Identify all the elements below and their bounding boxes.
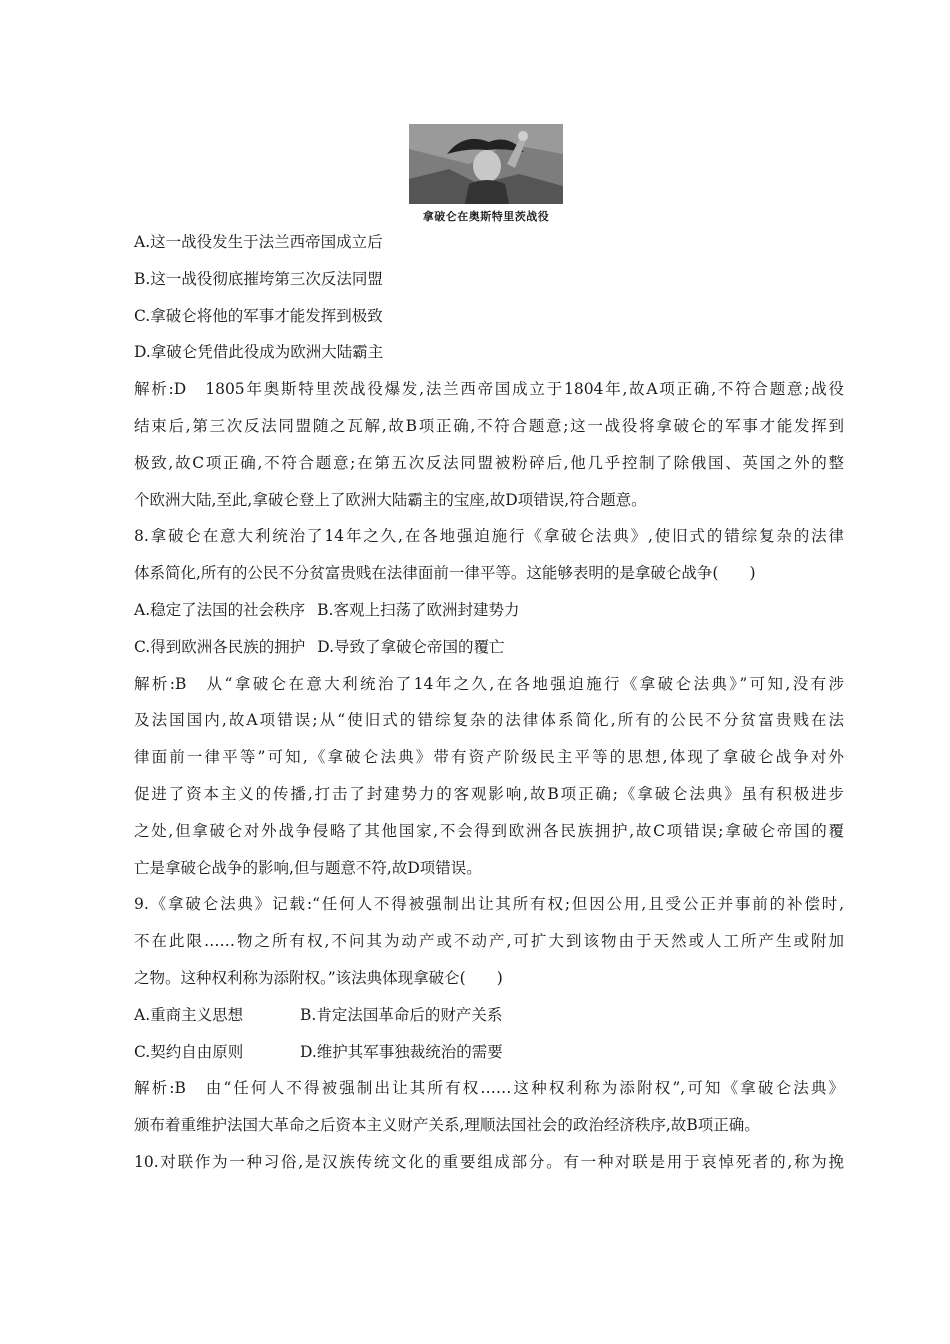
- q8-option-c: C.得到欧洲各民族的拥护: [134, 637, 306, 656]
- q7-option-a: A.这一战役发生于法兰西帝国成立后: [134, 233, 383, 251]
- q8-option-b: B.客观上扫荡了欧洲封建势力: [317, 600, 520, 619]
- q7-option-c: C.拿破仑将他的军事才能发挥到极致: [134, 306, 383, 325]
- q7-analysis-line: 极致,故C项正确,不符合题意;在第五次反法同盟被粉碎后,他几乎控制了除俄国、英国之外的整: [134, 453, 844, 472]
- q9-stem-line: 之物。这种权利称为添附权。”该法典体现拿破仑( ): [134, 968, 503, 987]
- q8-analysis-line: 律面前一律平等”可知,《拿破仑法典》带有资产阶级民主平等的思想,体现了拿破仑战争对外: [134, 748, 844, 767]
- q9-option-c: C.契约自由原则: [134, 1042, 244, 1061]
- q9-options-row: [134, 997, 844, 1034]
- q9-options-row: [134, 1034, 844, 1071]
- q9-option-a: A.重商主义思想: [134, 1005, 244, 1024]
- q7-option-d: D.拿破仑凭借此役成为欧洲大陆霸主: [134, 343, 384, 362]
- q8-analysis-line: 及法国国内,故A项错误;从“使旧式的错综复杂的法律体系简化,所有的公民不分贫富贵贱在法: [134, 711, 844, 730]
- q9-option-b: B.肯定法国革命后的财产关系: [300, 1005, 503, 1024]
- figure: [409, 124, 563, 224]
- q8-analysis-line: 亡是拿破仑战争的影响,但与题意不符,故D项错误。: [134, 858, 482, 877]
- q8-analysis-line: 解析:B 从“拿破仑在意大利统治了14年之久,在各地强迫施行《拿破仑法典》”可知,没有涉: [134, 674, 844, 693]
- q9-stem-line: 9.《拿破仑法典》记载:“任何人不得被强制出让其所有权;但因公用,且受公正并事前的补偿时,: [134, 895, 844, 914]
- napoleon-painting: [409, 124, 563, 204]
- q10-stem-line: 10.对联作为一种习俗,是汉族传统文化的重要组成部分。有一种对联是用于哀悼死者的,称为挽: [134, 1152, 844, 1171]
- q7-option-b: B.这一战役彻底摧垮第三次反法同盟: [134, 269, 383, 288]
- q8-analysis-line: 之处,但拿破仑对外战争侵略了其他国家,不会得到欧洲各民族拥护,故C项错误;拿破仑帝国的覆: [134, 821, 844, 840]
- q8-option-a: A.稳定了法国的社会秩序: [134, 600, 306, 619]
- q8-analysis-line: 促进了资本主义的传播,打击了封建势力的客观影响,故B项正确;《拿破仑法典》虽有积极进步: [134, 784, 844, 803]
- q8-stem-line: 8.拿破仑在意大利统治了14年之久,在各地强迫施行《拿破仑法典》,使旧式的错综复杂的法律: [134, 527, 844, 546]
- figure-caption: 拿破仑在奥斯特里茨战役: [422, 210, 550, 223]
- document-body: [134, 224, 844, 1181]
- q7-analysis-line: 个欧洲大陆,至此,拿破仑登上了欧洲大陆霸主的宝座,故D项错误,符合题意。: [134, 490, 647, 509]
- q9-stem-line: 不在此限……物之所有权,不问其为动产或不动产,可扩大到该物由于天然或人工所产生或附加: [134, 932, 844, 951]
- q7-analysis-line: 解析:D 1805年奥斯特里茨战役爆发,法兰西帝国成立于1804年,故A项正确,不符合题意;战役: [134, 380, 844, 399]
- q7-analysis-line: 结束后,第三次反法同盟随之瓦解,故B项正确,不符合题意;这一战役将拿破仑的军事才能发挥到: [134, 416, 844, 435]
- q8-options-row: [134, 629, 844, 666]
- q9-option-d: D.维护其军事独裁统治的需要: [300, 1042, 503, 1061]
- q8-options-row: [134, 592, 844, 629]
- q8-stem-line: 体系简化,所有的公民不分贫富贵贱在法律面前一律平等。这能够表明的是拿破仑战争( ): [134, 564, 756, 583]
- q9-analysis-line: 解析:B 由“任何人不得被强制出让其所有权……这种权利称为添附权”,可知《拿破仑法典》: [134, 1079, 844, 1098]
- q8-option-d: D.导致了拿破仑帝国的覆亡: [317, 637, 505, 656]
- q9-analysis-line: 颁布着重维护法国大革命之后资本主义财产关系,理顺法国社会的政治经济秩序,故B项正确。: [134, 1116, 760, 1135]
